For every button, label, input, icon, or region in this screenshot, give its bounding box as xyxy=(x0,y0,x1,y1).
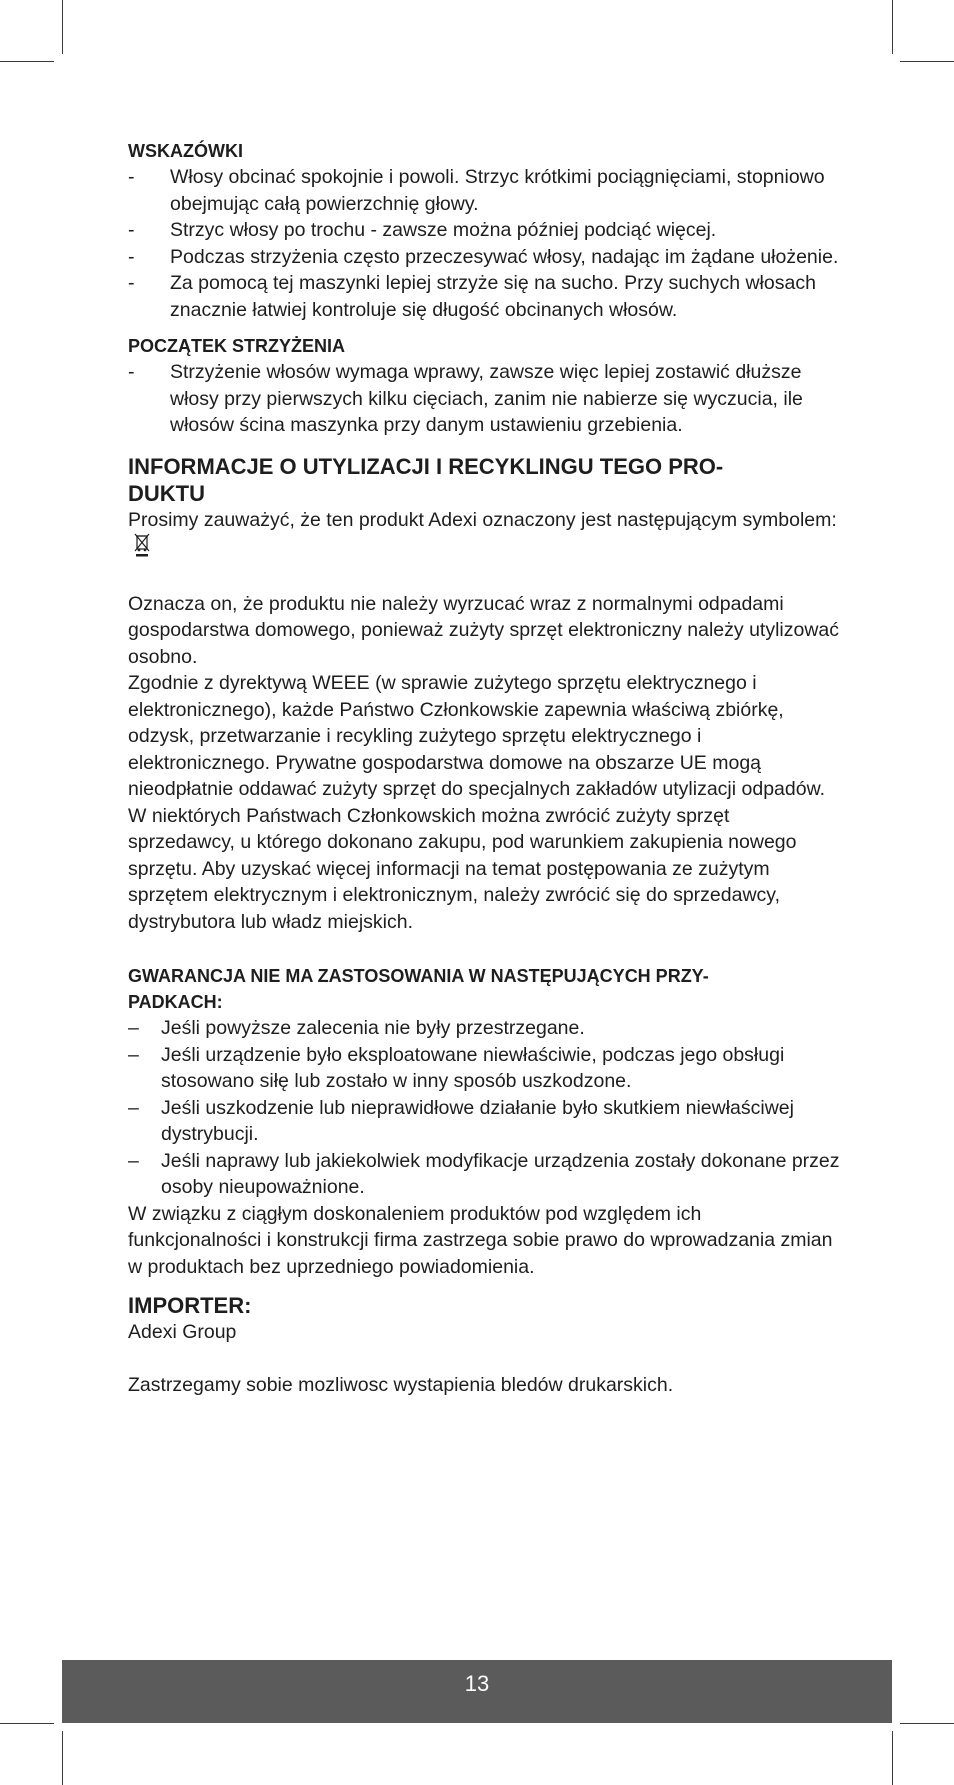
start-list xyxy=(128,359,840,439)
recycling-paragraph-2: Zgodnie z dyrektywą WEEE (w sprawie zużytego sprzętu elektrycznego i elektronicznego), każde Państwo Członkowskie zapewnia właściwą zbiórkę, odzysk, przetwarzanie i recykling zużytego sprzętu elektrycznego i elektronicznego. Prywatne gospodarstwa domowe na obszarze UE mogą nieodpłatnie oddawać zużyty sprzęt do specjalnych zakładów utylizacji odpadów. W niektórych Państwach Członkowskich można zwrócić zużyty sprzęt sprzedawcy, u którego dokonano zakupu, pod warunkiem zakupienia nowego sprzętu. Aby uzyskać więcej informacji na temat postępowania ze zużytym sprzętem elektrycznym i elektronicznym, należy zwrócić się do sprzedawcy, dystrybutora lub władz miejskich. xyxy=(128,672,825,933)
crop-mark-top-right-h xyxy=(900,61,954,62)
list-item: – Jeśli urządzenie było eksploatowane niewłaściwie, podczas jego obsługi stosowano siłę lub zostało w inny sposób uszkodzone. xyxy=(128,1043,785,1092)
list-item: – Jeśli uszkodzenie lub nieprawidłowe działanie było skutkiem niewłaściwej dystrybucji. xyxy=(128,1096,794,1145)
list-item: – Jeśli naprawy lub jakiekolwiek modyfikacje urządzenia zostały dokonane przez osoby nieupoważnione. xyxy=(128,1149,840,1198)
tips-list xyxy=(128,164,840,323)
crop-mark-top-right-v xyxy=(892,0,893,54)
crop-mark-bottom-left-v xyxy=(62,1731,63,1785)
list-item: - Za pomocą tej maszynki lepiej strzyże się na sucho. Przy suchych włosach znacznie łatwiej kontroluje się długość obcinanych włosów. xyxy=(128,272,816,321)
crop-mark-bottom-left-h xyxy=(0,1723,54,1724)
recycling-heading: INFORMACJE O UTYLIZACJI I RECYKLINGU TEGO PRO- DUKTU xyxy=(128,453,724,506)
recycling-paragraph-1: Oznacza on, że produktu nie należy wyrzucać wraz z normalnymi odpadami gospodarstwa domowego, ponieważ zużyty sprzęt elektroniczny należy utylizować osobno. xyxy=(128,592,840,668)
crop-mark-bottom-right-v xyxy=(892,1731,893,1785)
crop-mark-top-left-h xyxy=(0,61,54,62)
start-heading: POCZĄTEK STRZYŻENIA xyxy=(128,336,346,356)
warranty-closing: W związku z ciągłym doskonaleniem produktów pod względem ich funkcjonalności i konstrukcji firma zastrzega sobie prawo do wprowadzania zmian w produktach bez uprzedniego powiadomienia. xyxy=(128,1202,833,1278)
page-number-bar xyxy=(62,1660,892,1723)
list-item: – Jeśli powyższe zalecenia nie były przestrzegane. xyxy=(128,1017,585,1039)
list-item: - Strzyżenie włosów wymaga wprawy, zawsze więc lepiej zostawić dłuższe włosy przy pierwszych kilku cięciach, zanim nie nabierze się wyczucia, ile włosów ścina maszynka przy danym ustawieniu grzebienia. xyxy=(128,361,803,436)
page-number: 13 xyxy=(464,1671,490,1696)
list-item: - Podczas strzyżenia często przeczesywać włosy, nadając im żądane ułożenie. xyxy=(128,245,839,268)
warranty-heading: GWARANCJA NIE MA ZASTOSOWANIA W NASTĘPUJĄCYCH PRZY- PADKACH: xyxy=(128,966,709,1012)
print-disclaimer: Zastrzegamy sobie mozliwosc wystapienia bledów drukarskich. xyxy=(128,1373,674,1396)
page-content xyxy=(128,138,840,1398)
recycling-intro: Prosimy zauważyć, że ten produkt Adexi oznaczony jest następującym symbolem: xyxy=(128,507,840,565)
tips-heading: WSKAZÓWKI xyxy=(128,141,243,161)
crossed-out-wheelie-bin-icon xyxy=(134,533,150,565)
list-item: - Strzyc włosy po trochu - zawsze można później podciąć więcej. xyxy=(128,219,717,241)
crop-mark-bottom-right-h xyxy=(900,1723,954,1724)
crop-mark-top-left-v xyxy=(62,0,63,54)
importer-name: Adexi Group xyxy=(128,1321,237,1343)
importer-heading: IMPORTER: xyxy=(128,1293,252,1318)
warranty-list xyxy=(128,1015,840,1201)
list-item: - Włosy obcinać spokojnie i powoli. Strzyc krótkimi pociągnięciami, stopniowo obejmując całą powierzchnię głowy. xyxy=(128,166,825,215)
